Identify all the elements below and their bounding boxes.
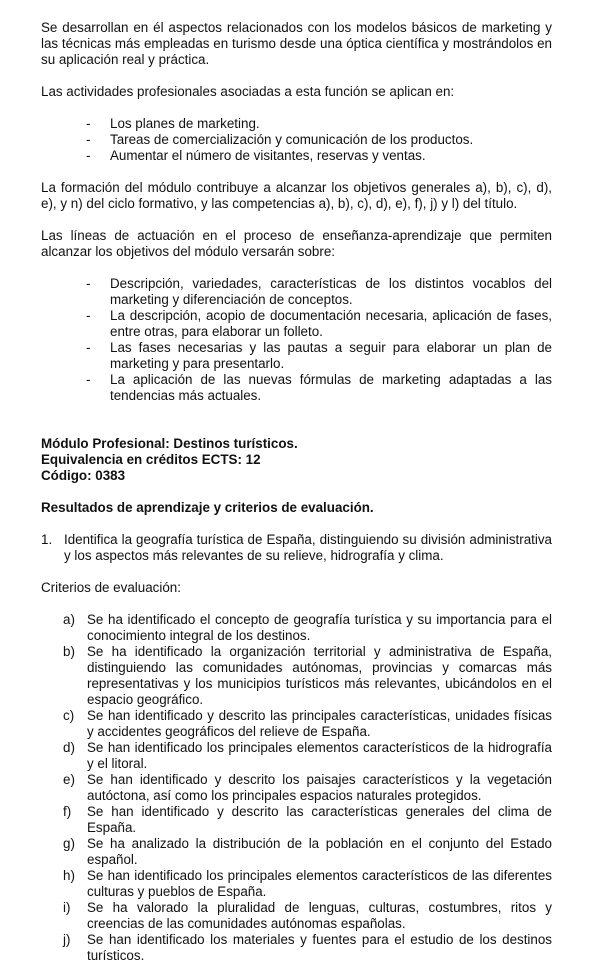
list-item [41,612,552,644]
list-marker: e) [63,772,75,787]
learning-result-item [41,532,552,564]
objectives-paragraph: La formación del módulo contribuye a alcanzar los objetivos generales a), b), c), d), e), y n) del ciclo formativo, y las competencias a), b), c), d), e), f), j) y l) del título. [41,180,552,211]
item-number: 1. [41,532,53,547]
list-item: - Las fases necesarias y las pautas a seguir para elaborar un plan de marketing y para presentarlo. [41,340,552,372]
list-text: Se han identificado y descrito las características generales del clima de España. [87,804,552,835]
list-text: Se han identificado los materiales y fuentes para el estudio de los destinos turísticos. [87,932,552,963]
list-item [41,836,552,868]
module-name: Módulo Profesional: Destinos turísticos. [41,436,298,451]
list-text: Se ha valorado la pluralidad de lenguas, culturas, costumbres, ritos y creencias de las comunidades autónomas españolas. [87,900,552,931]
list-marker: a) [63,612,75,627]
list-marker: h) [63,868,75,883]
list-text: Se han identificado los principales elementos característicos de las diferentes culturas y pueblos de España. [87,868,552,899]
list-item: - Los planes de marketing. [41,116,552,132]
list-marker: c) [63,708,75,723]
list-marker: g) [63,836,75,851]
list-text: Se ha analizado la distribución de la población en el conjunto del Estado español. [87,836,552,867]
list-marker: j) [63,932,71,947]
section-heading: Resultados de aprendizaje y criterios de evaluación. [41,500,374,515]
list-text: Se han identificado los principales elementos característicos de la hidrografía y el litoral. [87,740,552,771]
list-text: Se han identificado y descrito las principales características, unidades físicas y accidentes geográficos del relieve de España. [87,708,552,739]
list-item: - La descripción, acopio de documentación necesaria, aplicación de fases, entre otras, para elaborar un folleto. [41,308,552,340]
list-marker: f) [63,804,72,819]
list-marker: d) [63,740,75,755]
criteria-label: Criterios de evaluación: [41,580,181,595]
list-text: Se ha identificado el concepto de geografía turística y su importancia para el conocimiento integral de los destinos. [87,612,552,643]
list-item [41,740,552,772]
list-item: - Descripción, variedades, características de los distintos vocablos del marketing y diferenciación de conceptos. [41,276,552,308]
list-item [41,708,552,740]
list-item: - Tareas de comercialización y comunicación de los productos. [41,132,552,148]
action-lines-list [41,276,552,404]
activities-intro: Las actividades profesionales asociadas a esta función se aplican en: [41,84,455,99]
activities-list [41,116,552,164]
list-item [41,804,552,836]
module-code: Código: 0383 [41,468,126,483]
list-item [41,932,552,964]
module-credits: Equivalencia en créditos ECTS: 12 [41,452,261,467]
item-text: Identifica la geografía turística de España, distinguiendo su división administrativa y los aspectos más relevantes de su relieve, hidrografía y clima. [64,532,552,563]
list-item [41,868,552,900]
list-marker: i) [63,900,71,915]
list-text: Se han identificado y descrito los paisajes característicos y la vegetación autóctona, así como los principales espacios naturales protegidos. [87,772,552,803]
list-item [41,772,552,804]
list-marker: b) [63,644,75,659]
list-text: Se ha identificado la organización territorial y administrativa de España, distinguiendo las comunidades autónomas, provincias y comarcas más representativas y los municipios turísticos más relevantes, ubicándolos en el espacio geográfico. [87,644,552,707]
list-item [41,900,552,932]
criteria-list [41,612,552,964]
list-item [41,644,552,708]
intro-paragraph: Se desarrollan en él aspectos relacionados con los modelos básicos de marketing y las técnicas más empleadas en turismo desde una óptica científica y mostrándolos en su aplicación real y práctica. [41,20,552,67]
list-item: - La aplicación de las nuevas fórmulas de marketing adaptadas a las tendencias más actuales. [41,372,552,404]
list-item: - Aumentar el número de visitantes, reservas y ventas. [41,148,552,164]
action-lines-intro: Las líneas de actuación en el proceso de enseñanza-aprendizaje que permiten alcanzar los objetivos del módulo versarán sobre: [41,228,552,259]
